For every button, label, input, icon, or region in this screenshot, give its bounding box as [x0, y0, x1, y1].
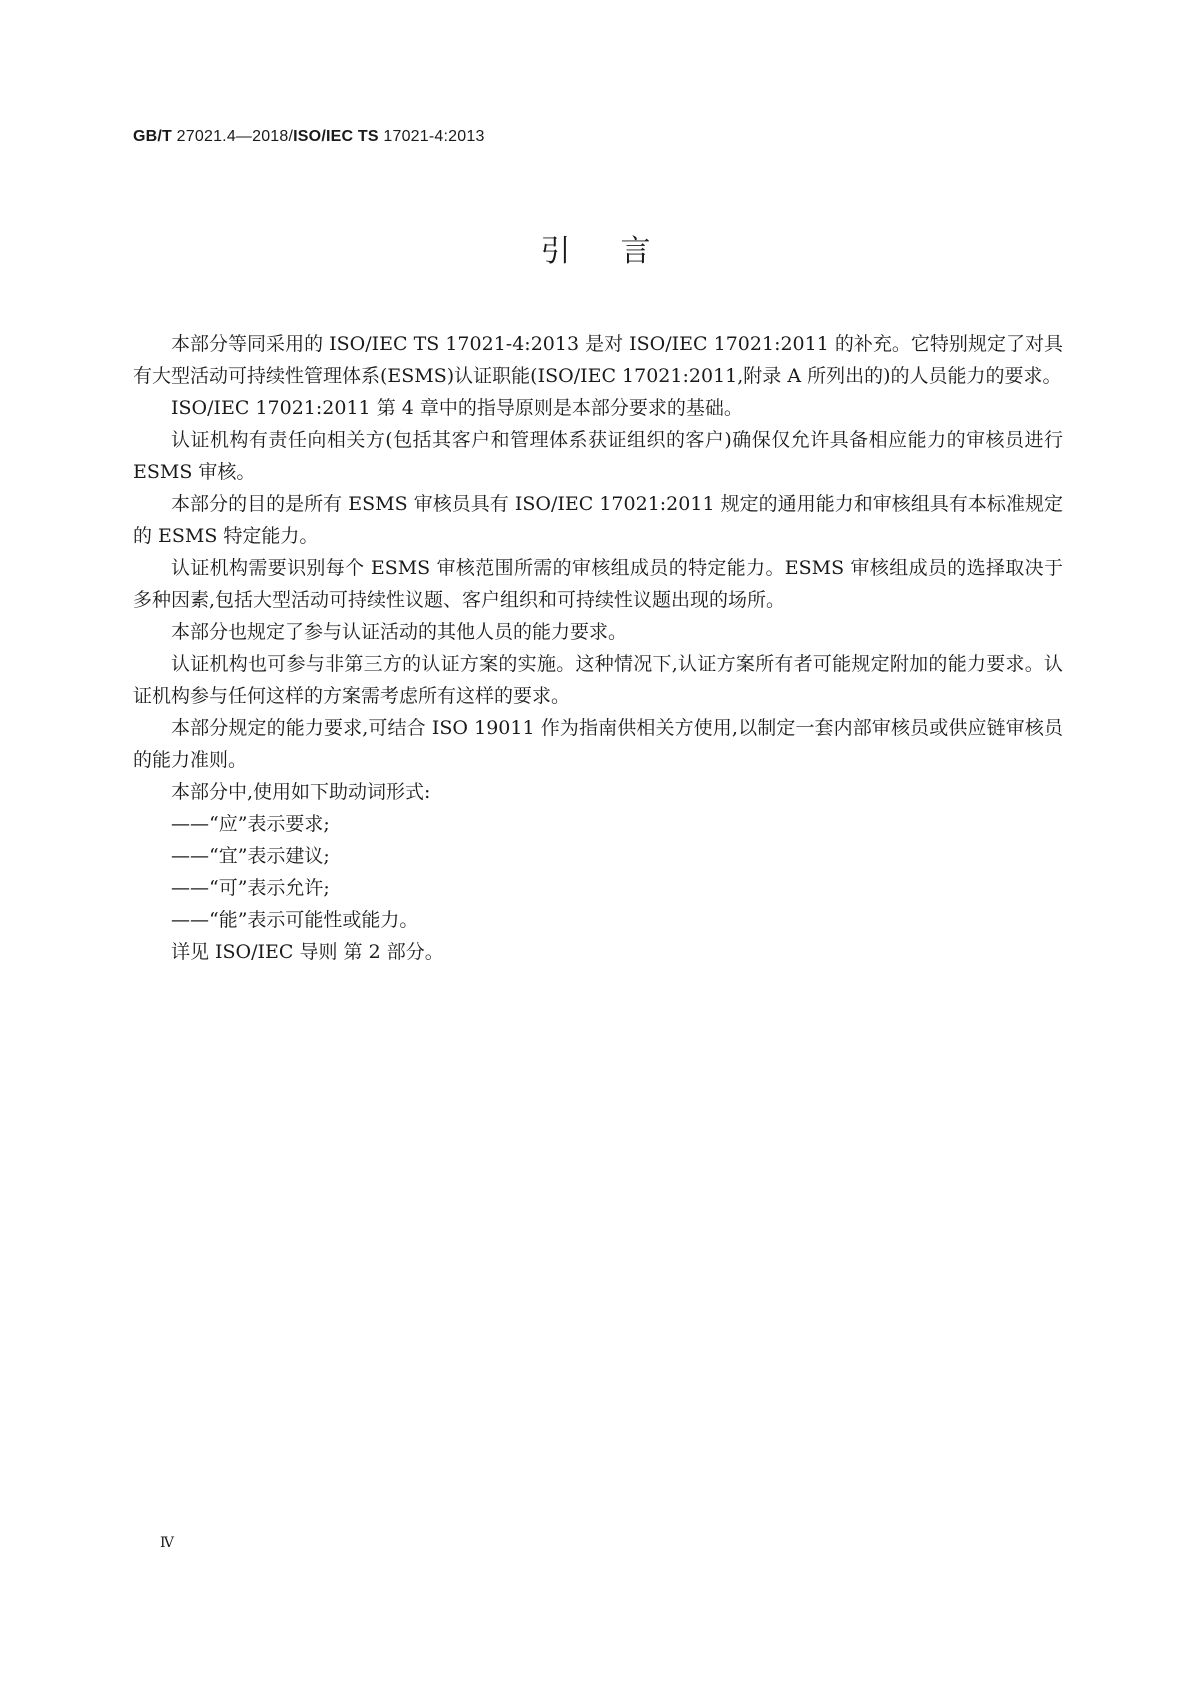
list-item-should: ——“宜”表示建议; — [171, 845, 330, 867]
paragraph-3: 认证机构有责任向相关方(包括其客户和管理体系获证组织的客户)确保仅允许具备相应能力的审核员进行 ESMS 审核。 — [133, 429, 1063, 483]
page-number: Ⅳ — [160, 1535, 174, 1551]
introduction-body — [133, 328, 1063, 968]
code-number: 27021.4—2018/ — [172, 128, 294, 145]
paragraph-9: 本部分中,使用如下助动词形式: — [171, 781, 431, 803]
paragraph-4: 本部分的目的是所有 ESMS 审核员具有 ISO/IEC 17021:2011 规定的通用能力和审核组具有本标准规定的 ESMS 特定能力。 — [133, 493, 1063, 547]
list-item-can: ——“能”表示可能性或能力。 — [171, 909, 419, 931]
code-iso: ISO/IEC TS — [293, 128, 379, 145]
code-prefix: GB/T — [133, 128, 173, 145]
paragraph-8: 本部分规定的能力要求,可结合 ISO 19011 作为指南供相关方使用,以制定一套内部审核员或供应链审核员的能力准则。 — [133, 717, 1063, 771]
document-code — [133, 128, 485, 146]
code-suffix: 17021-4:2013 — [378, 128, 485, 145]
list-item-may: ——“可”表示允许; — [171, 877, 330, 899]
paragraph-1: 本部分等同采用的 ISO/IEC TS 17021-4:2013 是对 ISO/IEC 17021:2011 的补充。它特别规定了对具有大型活动可持续性管理体系(ESMS)认证职能(ISO/IEC 17021:2011,附录 A 所列出的)的人员能力的要求。 — [133, 333, 1063, 387]
paragraph-reference: 详见 ISO/IEC 导则 第 2 部分。 — [171, 941, 444, 963]
paragraph-6: 本部分也规定了参与认证活动的其他人员的能力要求。 — [171, 621, 628, 643]
paragraph-7: 认证机构也可参与非第三方的认证方案的实施。这种情况下,认证方案所有者可能规定附加的能力要求。认证机构参与任何这样的方案需考虑所有这样的要求。 — [133, 653, 1063, 707]
page-title: 引言 — [540, 234, 701, 269]
paragraph-2: ISO/IEC 17021:2011 第 4 章中的指导原则是本部分要求的基础。 — [171, 397, 743, 419]
list-item-shall: ——“应”表示要求; — [171, 813, 330, 835]
paragraph-5: 认证机构需要识别每个 ESMS 审核范围所需的审核组成员的特定能力。ESMS 审核组成员的选择取决于多种因素,包括大型活动可持续性议题、客户组织和可持续性议题出现的场所。 — [133, 557, 1063, 611]
